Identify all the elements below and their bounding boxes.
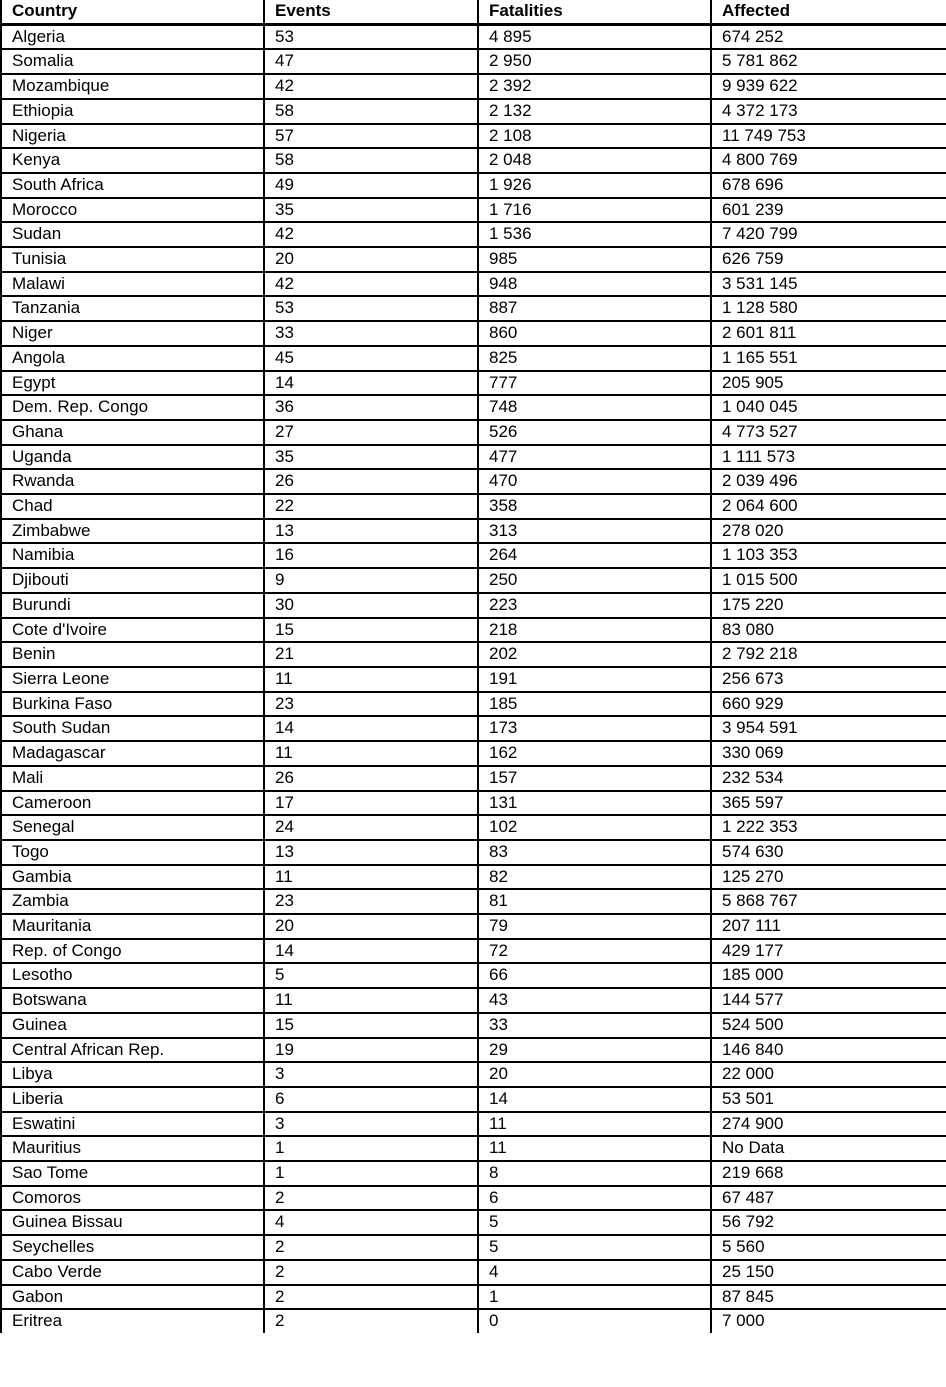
column-header-fatalities: Fatalities xyxy=(478,0,711,24)
table-row xyxy=(1,1112,946,1137)
affected-cell: 330 069 xyxy=(722,743,784,763)
events-cell: 21 xyxy=(264,642,478,667)
fatalities-cell: 102 xyxy=(478,815,711,840)
country-cell: Guinea Bissau xyxy=(1,1210,264,1235)
events-cell: 3 xyxy=(264,1062,478,1087)
table-row xyxy=(1,741,946,766)
fatalities-cell: 887 xyxy=(478,296,711,321)
affected-cell: 4 773 527 xyxy=(722,421,798,441)
fatalities-cell: 313 xyxy=(478,519,711,544)
events-cell: 13 xyxy=(264,519,478,544)
table-row xyxy=(1,1161,946,1186)
fatalities-cell: 5 xyxy=(478,1210,711,1235)
events-cell: 33 xyxy=(264,321,478,346)
events-cell: 42 xyxy=(264,272,478,297)
country-cell: Burkina Faso xyxy=(1,692,264,717)
fatalities-cell: 162 xyxy=(478,741,711,766)
country-cell: Central African Rep. xyxy=(1,1038,264,1063)
events-cell: 53 xyxy=(264,24,478,49)
table-row xyxy=(1,1210,946,1235)
country-cell: Lesotho xyxy=(1,963,264,988)
events-cell: 36 xyxy=(264,395,478,420)
events-cell: 1 xyxy=(264,1136,478,1161)
affected-cell: 83 080 xyxy=(722,619,774,639)
affected-cell: 3 954 591 xyxy=(722,718,798,738)
country-cell: Seychelles xyxy=(1,1235,264,1260)
fatalities-cell: 6 xyxy=(478,1186,711,1211)
country-cell: Cote d'Ivoire xyxy=(1,618,264,643)
fatalities-cell: 1 xyxy=(478,1285,711,1310)
affected-cell: 67 487 xyxy=(722,1187,774,1207)
affected-cell: 185 000 xyxy=(722,965,784,985)
table-row xyxy=(1,371,946,396)
fatalities-cell: 29 xyxy=(478,1038,711,1063)
affected-cell: 429 177 xyxy=(722,940,784,960)
events-cell: 15 xyxy=(264,618,478,643)
events-cell: 35 xyxy=(264,198,478,223)
affected-cell: 278 020 xyxy=(722,520,784,540)
affected-cell: 574 630 xyxy=(722,841,784,861)
table-row xyxy=(1,1062,946,1087)
events-cell: 9 xyxy=(264,568,478,593)
table-row xyxy=(1,346,946,371)
fatalities-cell: 33 xyxy=(478,1013,711,1038)
table-row xyxy=(1,618,946,643)
affected-cell: 274 900 xyxy=(722,1113,784,1133)
affected-cell: 2 792 218 xyxy=(722,644,798,664)
table-row xyxy=(1,74,946,99)
country-cell: Comoros xyxy=(1,1186,264,1211)
affected-cell: 125 270 xyxy=(722,866,784,886)
country-cell: Somalia xyxy=(1,49,264,74)
fatalities-cell: 825 xyxy=(478,346,711,371)
fatalities-cell: 1 926 xyxy=(478,173,711,198)
affected-cell: 524 500 xyxy=(722,1014,784,1034)
affected-cell: 56 792 xyxy=(722,1212,774,1232)
country-cell: Tanzania xyxy=(1,296,264,321)
country-cell: Tunisia xyxy=(1,247,264,272)
events-cell: 11 xyxy=(264,741,478,766)
table-row xyxy=(1,593,946,618)
affected-cell: 9 939 622 xyxy=(722,76,798,96)
country-cell: South Sudan xyxy=(1,716,264,741)
affected-cell: 3 531 145 xyxy=(722,273,798,293)
table-row xyxy=(1,49,946,74)
table-row xyxy=(1,1260,946,1285)
country-cell: Ethiopia xyxy=(1,99,264,124)
events-cell: 57 xyxy=(264,124,478,149)
events-cell: 16 xyxy=(264,543,478,568)
affected-cell: 11 749 753 xyxy=(722,125,806,145)
affected-cell: 601 239 xyxy=(722,199,784,219)
fatalities-cell: 0 xyxy=(478,1309,711,1333)
country-cell: Egypt xyxy=(1,371,264,396)
table-row xyxy=(1,395,946,420)
fatalities-cell: 14 xyxy=(478,1087,711,1112)
table-row xyxy=(1,543,946,568)
country-cell: Mauritania xyxy=(1,914,264,939)
country-cell: Kenya xyxy=(1,148,264,173)
events-cell: 35 xyxy=(264,445,478,470)
events-cell: 22 xyxy=(264,494,478,519)
events-cell: 26 xyxy=(264,469,478,494)
table-row xyxy=(1,716,946,741)
affected-cell: 2 039 496 xyxy=(722,471,798,491)
table-row xyxy=(1,939,946,964)
affected-cell: 53 501 xyxy=(722,1088,774,1108)
events-cell: 49 xyxy=(264,173,478,198)
fatalities-cell: 11 xyxy=(478,1112,711,1137)
country-cell: Uganda xyxy=(1,445,264,470)
events-cell: 14 xyxy=(264,716,478,741)
country-cell: Malawi xyxy=(1,272,264,297)
affected-cell: 144 577 xyxy=(722,990,784,1010)
country-cell: Liberia xyxy=(1,1087,264,1112)
table-row xyxy=(1,247,946,272)
events-cell: 42 xyxy=(264,74,478,99)
affected-cell: 256 673 xyxy=(722,668,784,688)
fatalities-cell: 860 xyxy=(478,321,711,346)
fatalities-cell: 191 xyxy=(478,667,711,692)
events-cell: 53 xyxy=(264,296,478,321)
fatalities-cell: 985 xyxy=(478,247,711,272)
events-cell: 2 xyxy=(264,1260,478,1285)
fatalities-cell: 4 xyxy=(478,1260,711,1285)
affected-cell: 2 064 600 xyxy=(722,496,798,516)
fatalities-cell: 11 xyxy=(478,1136,711,1161)
events-cell: 42 xyxy=(264,222,478,247)
country-cell: Chad xyxy=(1,494,264,519)
table-row xyxy=(1,272,946,297)
events-cell: 2 xyxy=(264,1309,478,1333)
fatalities-cell: 1 716 xyxy=(478,198,711,223)
table-row xyxy=(1,222,946,247)
table-row xyxy=(1,914,946,939)
table-row xyxy=(1,889,946,914)
fatalities-cell: 5 xyxy=(478,1235,711,1260)
events-cell: 23 xyxy=(264,889,478,914)
country-cell: Guinea xyxy=(1,1013,264,1038)
fatalities-cell: 264 xyxy=(478,543,711,568)
affected-cell: 660 929 xyxy=(722,693,784,713)
events-cell: 14 xyxy=(264,939,478,964)
table-row xyxy=(1,692,946,717)
country-cell: Botswana xyxy=(1,988,264,1013)
events-cell: 6 xyxy=(264,1087,478,1112)
fatalities-cell: 948 xyxy=(478,272,711,297)
fatalities-cell: 66 xyxy=(478,963,711,988)
events-cell: 1 xyxy=(264,1161,478,1186)
table-row xyxy=(1,840,946,865)
table-row xyxy=(1,1013,946,1038)
affected-cell: 25 150 xyxy=(722,1261,774,1281)
table-row xyxy=(1,1087,946,1112)
affected-cell: 146 840 xyxy=(722,1039,784,1059)
fatalities-cell: 2 132 xyxy=(478,99,711,124)
affected-cell: 365 597 xyxy=(722,792,784,812)
country-cell: Mali xyxy=(1,766,264,791)
table-row xyxy=(1,173,946,198)
country-cell: Burundi xyxy=(1,593,264,618)
country-cell: Sierra Leone xyxy=(1,667,264,692)
events-cell: 19 xyxy=(264,1038,478,1063)
table-row xyxy=(1,1309,946,1333)
affected-cell: 2 601 811 xyxy=(722,323,797,343)
events-cell: 4 xyxy=(264,1210,478,1235)
table-row xyxy=(1,766,946,791)
affected-cell: 1 103 353 xyxy=(722,545,798,565)
country-cell: Gambia xyxy=(1,865,264,890)
events-cell: 11 xyxy=(264,667,478,692)
country-cell: Sao Tome xyxy=(1,1161,264,1186)
affected-cell: 4 372 173 xyxy=(722,100,798,120)
country-cell: Ghana xyxy=(1,420,264,445)
fatalities-cell: 157 xyxy=(478,766,711,791)
events-cell: 17 xyxy=(264,791,478,816)
fatalities-cell: 83 xyxy=(478,840,711,865)
affected-cell: 205 905 xyxy=(722,372,784,392)
country-cell: Senegal xyxy=(1,815,264,840)
fatalities-cell: 2 048 xyxy=(478,148,711,173)
events-cell: 11 xyxy=(264,988,478,1013)
table-row xyxy=(1,865,946,890)
fatalities-cell: 43 xyxy=(478,988,711,1013)
events-cell: 3 xyxy=(264,1112,478,1137)
country-cell: Djibouti xyxy=(1,568,264,593)
country-cell: Algeria xyxy=(1,24,264,49)
country-cell: Sudan xyxy=(1,222,264,247)
country-cell: Zimbabwe xyxy=(1,519,264,544)
fatalities-cell: 250 xyxy=(478,568,711,593)
table-row xyxy=(1,988,946,1013)
fatalities-cell: 218 xyxy=(478,618,711,643)
table-row xyxy=(1,469,946,494)
fatalities-cell: 202 xyxy=(478,642,711,667)
affected-cell: 1 111 573 xyxy=(722,446,796,466)
fatalities-cell: 173 xyxy=(478,716,711,741)
affected-cell: 232 534 xyxy=(722,767,784,787)
table-row xyxy=(1,99,946,124)
table-row xyxy=(1,24,946,49)
table-row xyxy=(1,148,946,173)
affected-cell: 1 015 500 xyxy=(722,570,798,590)
fatalities-cell: 81 xyxy=(478,889,711,914)
table-row xyxy=(1,791,946,816)
events-cell: 23 xyxy=(264,692,478,717)
fatalities-cell: 82 xyxy=(478,865,711,890)
table-row xyxy=(1,198,946,223)
fatalities-cell: 223 xyxy=(478,593,711,618)
table-row xyxy=(1,667,946,692)
events-cell: 20 xyxy=(264,914,478,939)
events-cell: 2 xyxy=(264,1235,478,1260)
events-cell: 47 xyxy=(264,49,478,74)
country-cell: Namibia xyxy=(1,543,264,568)
table-row xyxy=(1,1235,946,1260)
table-row xyxy=(1,815,946,840)
affected-cell: 626 759 xyxy=(722,249,784,269)
table-row xyxy=(1,296,946,321)
fatalities-cell: 72 xyxy=(478,939,711,964)
table-row xyxy=(1,568,946,593)
affected-cell: 5 781 862 xyxy=(722,51,798,71)
table-row xyxy=(1,1186,946,1211)
table-row xyxy=(1,1136,946,1161)
events-cell: 30 xyxy=(264,593,478,618)
affected-cell: 1 128 580 xyxy=(722,298,798,318)
country-cell: Dem. Rep. Congo xyxy=(1,395,264,420)
affected-cell: 207 111 xyxy=(722,916,781,936)
fatalities-cell: 20 xyxy=(478,1062,711,1087)
affected-cell: 87 845 xyxy=(722,1286,774,1306)
fatalities-cell: 1 536 xyxy=(478,222,711,247)
events-cell: 45 xyxy=(264,346,478,371)
country-cell: Libya xyxy=(1,1062,264,1087)
table-row xyxy=(1,445,946,470)
country-cell: Nigeria xyxy=(1,124,264,149)
affected-cell: 5 868 767 xyxy=(722,891,798,911)
affected-cell: 1 165 551 xyxy=(722,347,798,367)
events-cell: 15 xyxy=(264,1013,478,1038)
events-cell: 11 xyxy=(264,865,478,890)
table-row xyxy=(1,1285,946,1310)
fatalities-cell: 477 xyxy=(478,445,711,470)
table-row xyxy=(1,642,946,667)
affected-cell: 22 000 xyxy=(722,1064,774,1084)
affected-cell: 7 000 xyxy=(722,1311,765,1331)
affected-cell: No Data xyxy=(722,1138,785,1158)
affected-cell: 4 800 769 xyxy=(722,150,798,170)
table-row xyxy=(1,1038,946,1063)
country-cell: Morocco xyxy=(1,198,264,223)
country-cell: South Africa xyxy=(1,173,264,198)
table-row xyxy=(1,494,946,519)
column-header-events: Events xyxy=(264,0,478,24)
table-body xyxy=(1,24,946,1333)
fatalities-cell: 748 xyxy=(478,395,711,420)
fatalities-cell: 4 895 xyxy=(478,24,711,49)
country-cell: Cameroon xyxy=(1,791,264,816)
country-cell: Mauritius xyxy=(1,1136,264,1161)
events-cell: 24 xyxy=(264,815,478,840)
header-row xyxy=(1,0,946,24)
fatalities-cell: 79 xyxy=(478,914,711,939)
column-header-affected: Affected xyxy=(722,1,791,20)
events-cell: 58 xyxy=(264,148,478,173)
country-cell: Zambia xyxy=(1,889,264,914)
events-cell: 13 xyxy=(264,840,478,865)
events-cell: 26 xyxy=(264,766,478,791)
events-cell: 58 xyxy=(264,99,478,124)
events-cell: 2 xyxy=(264,1285,478,1310)
affected-cell: 1 040 045 xyxy=(722,397,798,417)
table-row xyxy=(1,321,946,346)
country-cell: Madagascar xyxy=(1,741,264,766)
affected-cell: 7 420 799 xyxy=(722,224,798,244)
affected-cell: 219 668 xyxy=(722,1163,784,1183)
events-cell: 2 xyxy=(264,1186,478,1211)
fatalities-cell: 2 950 xyxy=(478,49,711,74)
events-cell: 5 xyxy=(264,963,478,988)
events-cell: 27 xyxy=(264,420,478,445)
country-cell: Eswatini xyxy=(1,1112,264,1137)
events-cell: 14 xyxy=(264,371,478,396)
fatalities-cell: 358 xyxy=(478,494,711,519)
fatalities-cell: 777 xyxy=(478,371,711,396)
country-cell: Benin xyxy=(1,642,264,667)
table-row xyxy=(1,124,946,149)
fatalities-cell: 526 xyxy=(478,420,711,445)
table-row xyxy=(1,963,946,988)
fatalities-cell: 131 xyxy=(478,791,711,816)
events-cell: 20 xyxy=(264,247,478,272)
table-row xyxy=(1,420,946,445)
affected-cell: 678 696 xyxy=(722,174,784,194)
country-cell: Gabon xyxy=(1,1285,264,1310)
affected-cell: 5 560 xyxy=(722,1237,765,1257)
country-cell: Cabo Verde xyxy=(1,1260,264,1285)
fatalities-cell: 2 392 xyxy=(478,74,711,99)
fatalities-cell: 470 xyxy=(478,469,711,494)
column-header-country: Country xyxy=(1,0,264,24)
country-cell: Mozambique xyxy=(1,74,264,99)
country-cell: Niger xyxy=(1,321,264,346)
country-cell: Rep. of Congo xyxy=(1,939,264,964)
fatalities-cell: 8 xyxy=(478,1161,711,1186)
table-row xyxy=(1,519,946,544)
country-cell: Angola xyxy=(1,346,264,371)
affected-cell: 1 222 353 xyxy=(722,817,798,837)
country-cell: Eritrea xyxy=(1,1309,264,1333)
fatalities-cell: 2 108 xyxy=(478,124,711,149)
affected-cell: 674 252 xyxy=(722,26,784,46)
country-cell: Rwanda xyxy=(1,469,264,494)
fatalities-cell: 185 xyxy=(478,692,711,717)
affected-cell: 175 220 xyxy=(722,594,784,614)
country-cell: Togo xyxy=(1,840,264,865)
